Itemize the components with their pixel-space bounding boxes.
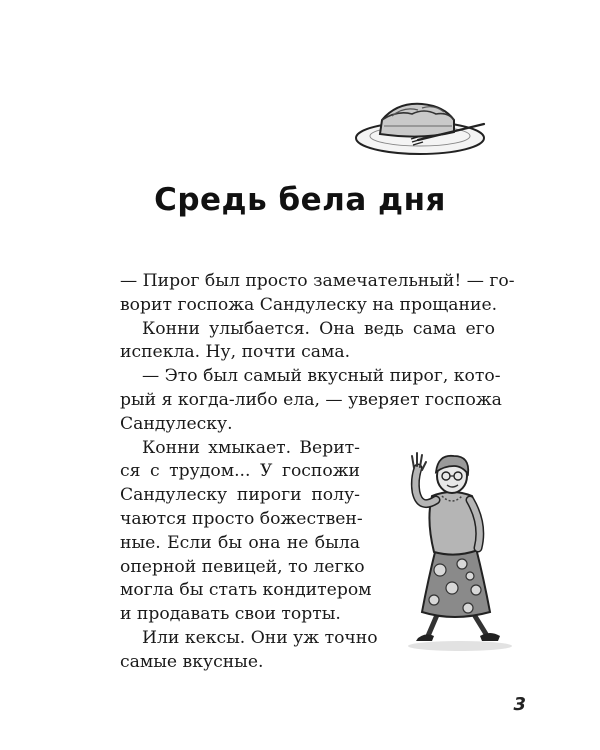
text-line: оперной певицей, то легко [120,556,365,577]
text-line: ворит госпожа Сандулеску на прощание. [120,294,498,315]
text-line: чаются просто божествен- [120,508,363,529]
pie-plate-illustration [352,90,492,160]
text-line: испекла. Ну, почти сама. [120,342,351,363]
page-number: 3 [513,694,526,715]
elderly-woman-illustration [382,440,522,655]
text-line: ные. Если бы она не была [120,532,360,553]
text-line: — Пирог был просто замечательный! — го- [120,271,515,291]
text-line: Сандулеску пироги полу- [120,485,360,506]
text-line: — Это был самый вкусный пирог, кото- [142,366,501,387]
text-line: Сандулеску. [120,413,233,434]
text-line: Конни улыбается. Она ведь сама его [142,318,495,339]
text-line: рый я когда-либо ела, — уверяет госпожа [120,389,502,410]
chapter-title: Средь бела дня [154,182,446,218]
text-line: самые вкусные. [120,651,264,672]
paragraph [120,270,515,318]
paragraph [120,318,495,366]
text-line: могла бы стать кондитером [120,580,372,601]
text-line: Конни хмыкает. Верит- [142,437,360,458]
text-line: и продавать свои торты. [120,604,341,625]
text-line: Или кексы. Они уж точно [142,627,378,648]
paragraph [120,365,502,436]
text-line: ся с трудом... У госпожи [120,461,360,482]
